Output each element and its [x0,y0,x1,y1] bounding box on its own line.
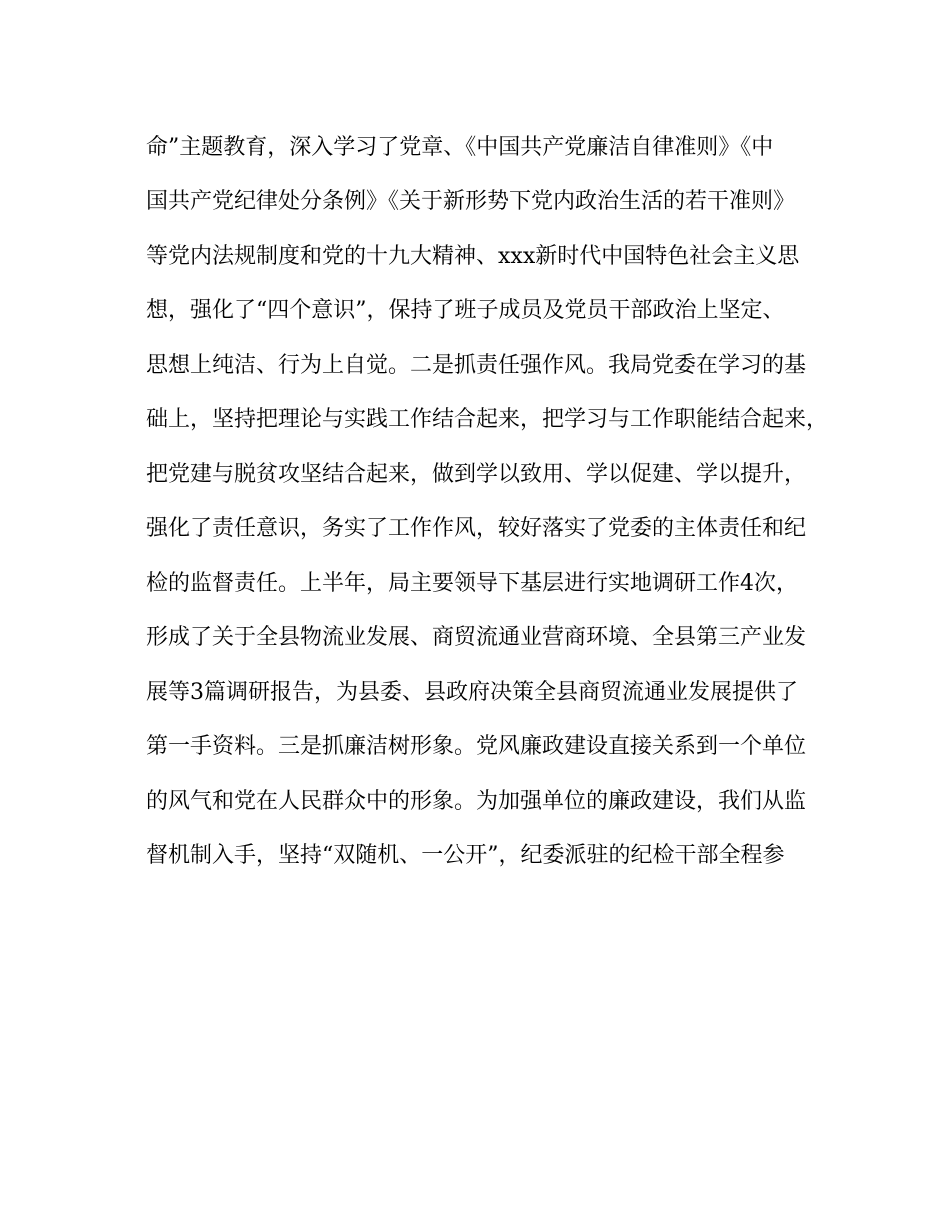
text-line-12: 第一手资料。三是抓廉洁树形象。党风廉政建设直接关系到一个单位 [146,734,807,759]
text-line-7: 把党建与脱贫攻坚结合起来，做到学以致用、学以促建、学以提升， [146,462,807,487]
text-line-5: 思想上纯洁、行为上自觉。二是抓责任强作风。我局党委在学习的基 [146,353,807,378]
text-line-4: 想，强化了“四个意识”，保持了班子成员及党员干部政治上坚定、 [146,298,785,323]
text-line-13: 的风气和党在人民群众中的形象。为加强单位的廉政建设，我们从监 [146,789,807,814]
text-line-2: 国共产党纪律处分条例》《关于新形势下党内政治生活的若干准则》 [146,189,796,214]
text-line-3: 等党内法规制度和党的十九大精神、xxx新时代中国特色社会主义思 [146,244,800,269]
text-line-1: 命”主题教育，深入学习了党章、《中国共产党廉洁自律准则》《中 [146,135,774,160]
text-line-10: 形成了关于全县物流业发展、商贸流通业营商环境、全县第三产业发 [146,625,807,650]
text-line-8: 强化了责任意识，务实了工作作风，较好落实了党委的主体责任和纪 [146,516,807,541]
text-line-9: 检的监督责任。上半年，局主要领导下基层进行实地调研工作4次， [146,571,798,596]
text-line-6: 础上，坚持把理论与实践工作结合起来，把学习与工作职能结合起来， [146,407,829,432]
text-line-11: 展等3篇调研报告，为县委、县政府决策全县商贸流通业发展提供了 [146,680,798,705]
text-line-14: 督机制入手，坚持“双随机、一公开”，纪委派驻的纪检干部全程参 [146,843,785,868]
